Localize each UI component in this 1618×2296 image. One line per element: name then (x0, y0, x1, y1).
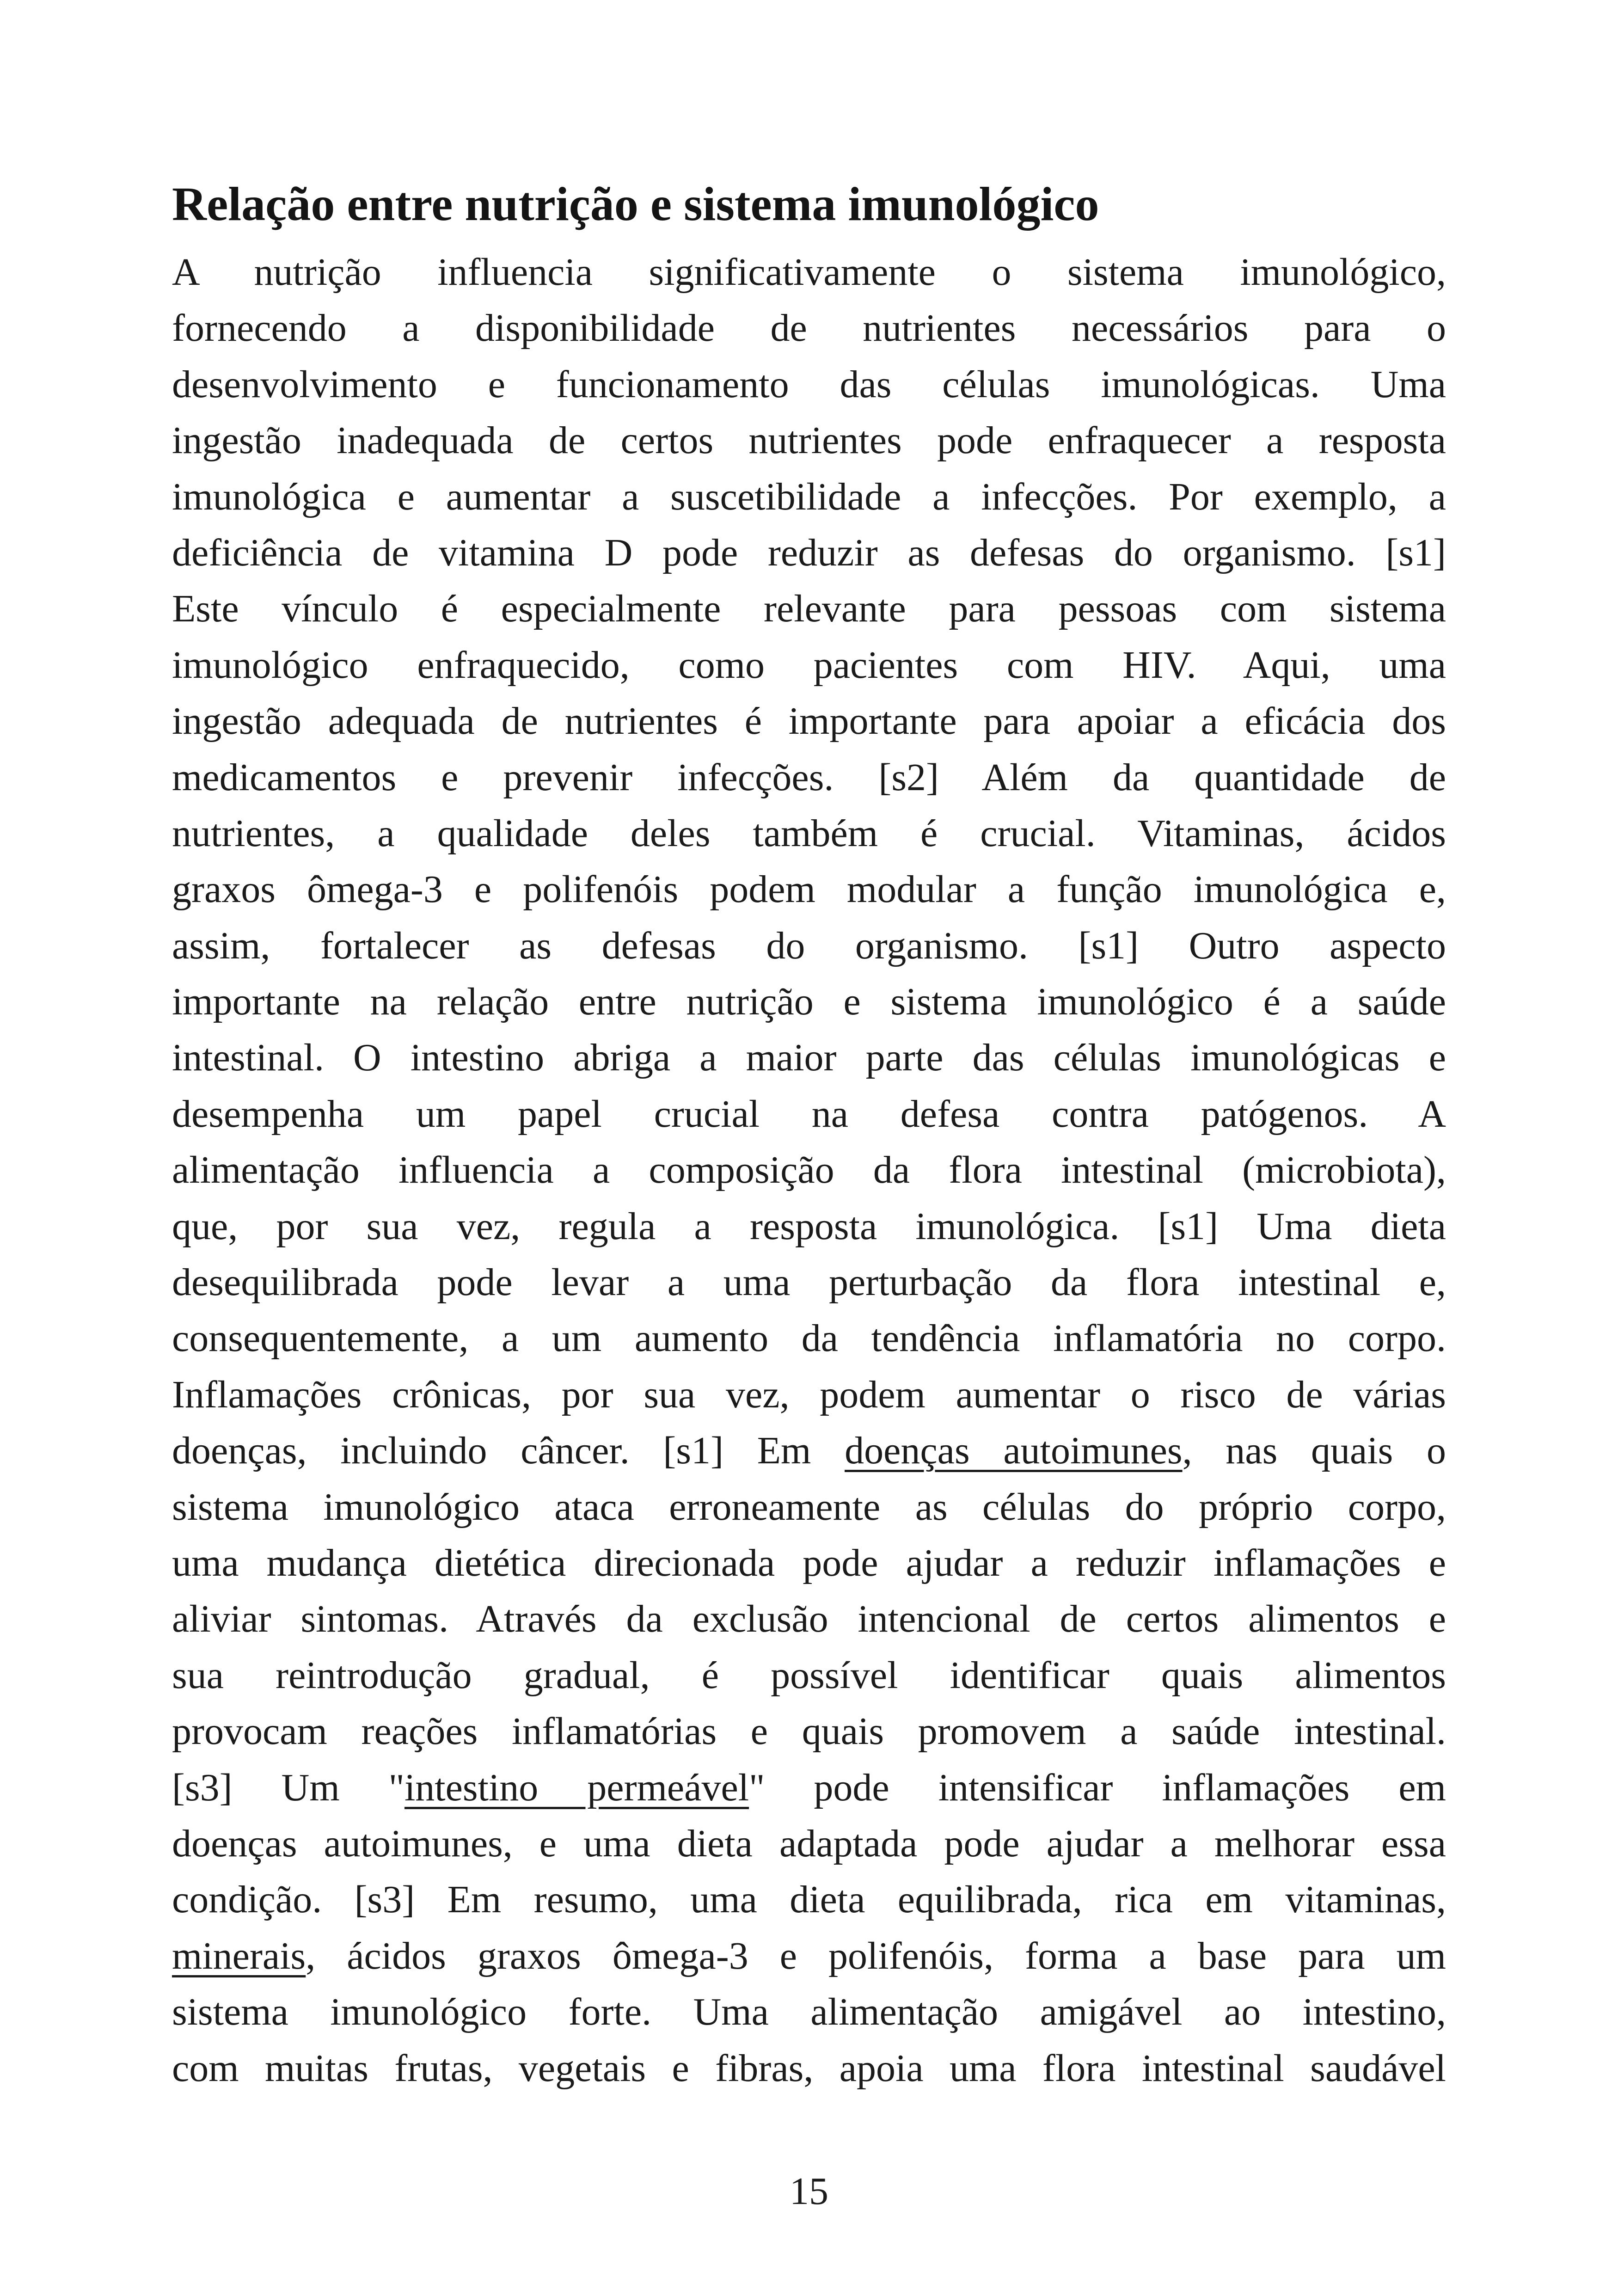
text-line: doenças autoimunes, e uma dieta adaptada pode ajudar a melhorar essa (172, 1822, 1446, 1865)
text-line: desequilibrada pode levar a uma perturbação da flora intestinal e, (172, 1261, 1446, 1304)
text-line: graxos ômega-3 e polifenóis podem modular a função imunológica e, (172, 868, 1446, 911)
text-line: ingestão adequada de nutrientes é importante para apoiar a eficácia dos (172, 700, 1446, 743)
text-line: intestinal. O intestino abriga a maior parte das células imunológicas e (172, 1036, 1446, 1080)
text-segment: " pode intensificar inflamações em (749, 1766, 1446, 1809)
underlined-link[interactable]: minerais (172, 1934, 306, 1977)
text-line: Inflamações crônicas, por sua vez, podem aumentar o risco de várias (172, 1373, 1446, 1416)
text-line: alimentação influencia a composição da flora intestinal (microbiota), (172, 1148, 1446, 1192)
section-heading: Relação entre nutrição e sistema imunológico (172, 178, 1099, 231)
text-line: condição. [s3] Em resumo, uma dieta equilibrada, rica em vitaminas, (172, 1878, 1446, 1922)
text-line: provocam reações inflamatórias e quais promovem a saúde intestinal. (172, 1710, 1446, 1753)
body-paragraph (172, 244, 1446, 2096)
text-line: com muitas frutas, vegetais e fibras, apoia uma flora intestinal saudável (172, 2046, 1446, 2090)
text-line: ingestão inadequada de certos nutrientes pode enfraquecer a resposta (172, 419, 1446, 462)
text-segment: doenças, incluindo câncer. [s1] Em (172, 1429, 845, 1473)
text-line: desenvolvimento e funcionamento das células imunológicas. Uma (172, 362, 1446, 406)
text-segment: , ácidos graxos ômega-3 e polifenóis, forma a base para um (306, 1934, 1446, 1977)
text-line: medicamentos e prevenir infecções. [s2] Além da quantidade de (172, 755, 1446, 799)
text-segment: [s3] Um " (172, 1766, 404, 1809)
page-number: 15 (790, 2170, 828, 2213)
text-line (172, 1760, 1446, 1816)
text-line: que, por sua vez, regula a resposta imunológica. [s1] Uma dieta (172, 1204, 1446, 1248)
text-line: nutrientes, a qualidade deles também é crucial. Vitaminas, ácidos (172, 811, 1446, 855)
text-line: aliviar sintomas. Através da exclusão intencional de certos alimentos e (172, 1597, 1446, 1641)
text-line: sua reintrodução gradual, é possível identificar quais alimentos (172, 1653, 1446, 1697)
text-line: assim, fortalecer as defesas do organismo. [s1] Outro aspecto (172, 924, 1446, 967)
text-line: sistema imunológico forte. Uma alimentação amigável ao intestino, (172, 1990, 1446, 2034)
text-line (172, 1423, 1446, 1479)
text-line: imunológico enfraquecido, como pacientes com HIV. Aqui, uma (172, 643, 1446, 687)
text-line: importante na relação entre nutrição e sistema imunológico é a saúde (172, 980, 1446, 1024)
text-segment: , nas quais o (1182, 1429, 1446, 1473)
text-line: consequentemente, a um aumento da tendência inflamatória no corpo. (172, 1317, 1446, 1360)
text-line: Este vínculo é especialmente relevante para pessoas com sistema (172, 587, 1446, 631)
text-line: fornecendo a disponibilidade de nutrientes necessários para o (172, 307, 1446, 350)
text-line: uma mudança dietética direcionada pode ajudar a reduzir inflamações e (172, 1541, 1446, 1584)
underlined-link[interactable]: intestino permeável (404, 1766, 749, 1809)
text-line: A nutrição influencia significativamente o sistema imunológico, (172, 251, 1446, 294)
text-line: sistema imunológico ataca erroneamente as células do próprio corpo, (172, 1485, 1446, 1529)
underlined-link[interactable]: doenças autoimunes (845, 1429, 1183, 1473)
text-line: imunológica e aumentar a suscetibilidade a infecções. Por exemplo, a (172, 475, 1446, 518)
text-line (172, 1928, 1446, 1984)
text-line: desempenha um papel crucial na defesa contra patógenos. A (172, 1092, 1446, 1136)
text-line: deficiência de vitamina D pode reduzir as defesas do organismo. [s1] (172, 531, 1446, 574)
